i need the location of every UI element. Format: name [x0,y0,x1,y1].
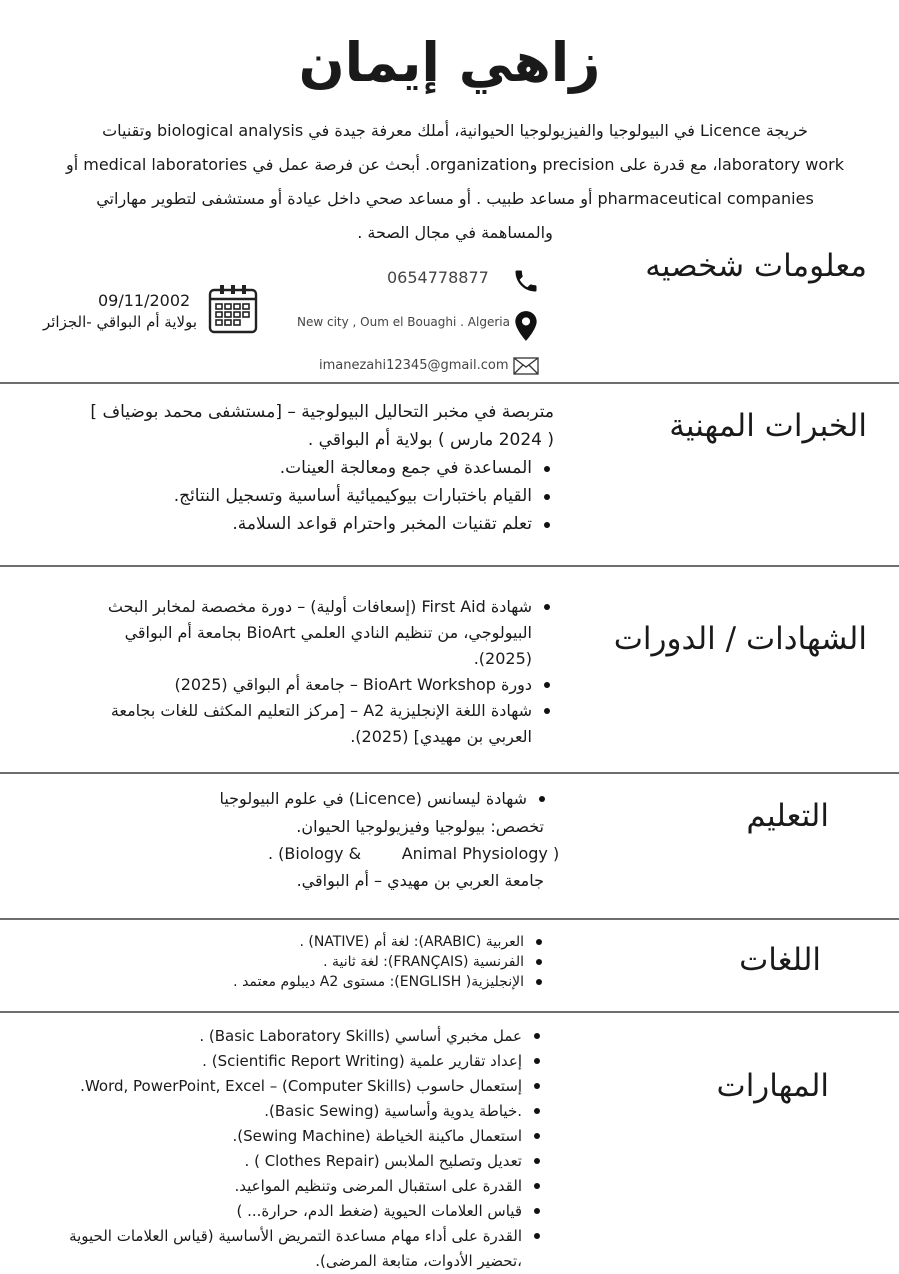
candidate-name: زاهي إيمان [298,31,601,94]
section-divider [0,565,899,567]
education-specialty: تخصص: بيولوجيا وفيزيولوجيا الحيوان. [296,817,544,836]
section-divider [0,918,899,920]
list-item: تعلم تقنيات المخبر واحترام قواعد السلامة. [174,510,532,538]
list-item: .خياطة يدوية وأساسية (Basic Sewing). [22,1099,522,1124]
location-pin-icon [513,310,539,342]
list-item: القدرة على أداء مهام مساعدة التمريض الأساسية (قياس العلامات الحيوية ،تحضير الأدوات، متابعة المرضى). [22,1224,522,1274]
list-item: تعديل وتصليح الملابس (Clothes Repair ) . [22,1149,522,1174]
section-title-personal: معلومات شخصيه [645,248,867,284]
list-item: عمل مخبري أساسي (Basic Laboratory Skills) . [22,1024,522,1049]
list-item: المساعدة في جمع ومعالجة العينات. [174,454,532,482]
birth-place: بولاية أم البواقي -الجزائر [42,313,197,331]
section-title-education: التعليم [746,798,829,834]
list-item: العربية (ARABIC): لغة أم (NATIVE) . [233,932,524,952]
experience-list [174,454,554,538]
section-divider [0,772,899,774]
list-item: إستعمال حاسوب (Computer Skills) – Word, PowerPoint, Excel. [22,1074,522,1099]
list-item: إعداد تقارير علمية (Scientific Report Writing) . [22,1049,522,1074]
section-title-languages: اللغات [739,942,821,978]
email-address: imanezahi12345@gmail.com [319,358,509,373]
birth-date: 09/11/2002 [98,291,191,310]
mail-icon [513,357,539,375]
list-item: شهادة اللغة الإنجليزية A2 – [مركز التعليم المكثف للغات بجامعة العربي بن مهيدي] (2025). [87,698,532,750]
list-item: استعمال ماكينة الخياطة (Sewing Machine). [22,1124,522,1149]
list-item: قياس العلامات الحيوية (ضغط الدم، حرارة... ) [22,1199,522,1224]
list-item: الإنجليزية( ENGLISH): مستوى A2 ديبلوم معتمد . [233,974,524,990]
section-divider [0,1011,899,1013]
calendar-icon [208,283,258,335]
experience-position: متربصة في مخبر التحاليل البيولوجية – [مستشفى محمد بوضياف ] [90,402,554,422]
phone-number: 0654778877 [387,268,489,287]
education-list [219,786,549,812]
address: New city , Oum el Bouaghi . Algeria [297,315,510,329]
section-title-skills: المهارات [716,1068,829,1104]
list-item: دورة BioArt Workshop – جامعة أم البواقي (2025) [87,672,532,698]
languages-list [233,932,546,992]
list-item: الفرنسية (FRANÇAIS): لغة ثانية . [233,952,524,972]
education-specialty-en: . (Biology & Animal Physiology ) [268,844,560,863]
education-degree: شهادة ليسانس (Licence) في علوم البيولوجيا [219,786,527,812]
phone-icon [512,266,540,296]
section-title-certificates: الشهادات / الدورات [613,621,867,657]
profile-summary: خريجة Licence في البيولوجيا والفيزيولوجيا الحيوانية، أملك معرفة جيدة في biological analysis وتقنيات laboratory work، مع قدرة على precision وorganization. أبحث عن فرصة عمل في medical laboratories أو pharmaceutical companies أو مساعد طبيب . أو مساعد صحي داخل عيادة أو مستشفى لتطوير مهاراتي والمساهمة في مجال الصحة . [65,121,844,242]
experience-date-place: ( 2024 مارس ) بولاية أم البواقي . [307,430,554,450]
section-title-experience: الخبرات المهنية [669,408,867,444]
list-item: شهادة First Aid (إسعافات أولية) – دورة مخصصة لمخابر البحث البيولوجي، من تنظيم النادي العلمي BioArt بجامعة أم البواقي (2025). [87,594,532,672]
certificates-list [87,594,554,750]
list-item: القدرة على استقبال المرضى وتنظيم المواعيد. [22,1174,522,1199]
list-item: القيام باختبارات بيوكيميائية أساسية وتسجيل النتائج. [174,482,532,510]
skills-list [22,1024,544,1274]
section-divider [0,382,899,384]
education-university: جامعة العربي بن مهيدي – أم البواقي. [296,871,544,890]
